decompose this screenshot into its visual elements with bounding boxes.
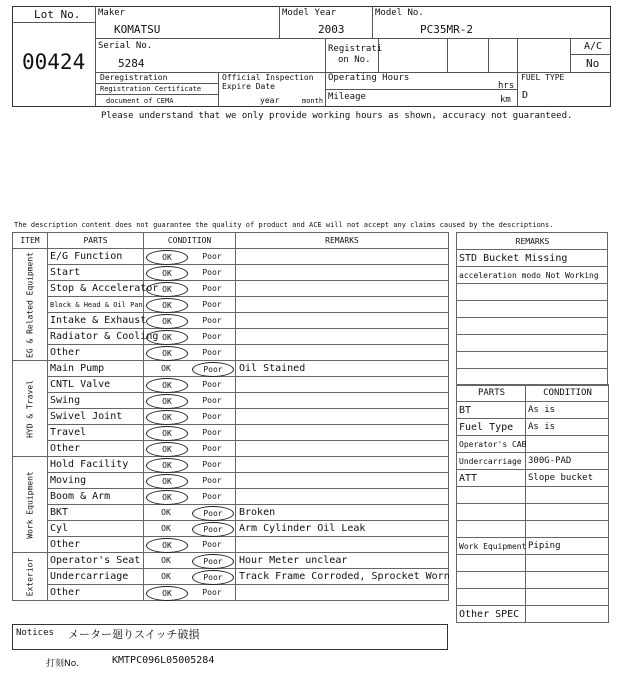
table-row [13,489,449,505]
side-part-condition: Piping [526,538,609,555]
side-remark-line: acceleration modo Not Working [457,267,608,284]
side-remark-line [457,335,608,352]
poor-option: Poor [192,506,234,521]
part-name: Moving [48,473,144,489]
remark-cell: Oil Stained [236,361,449,377]
ok-option: OK [146,282,188,297]
table-row [13,521,449,537]
ok-option: OK [146,298,188,313]
side-part-name: BT [457,402,526,419]
side-parts-row [457,436,609,453]
side-remark-row [457,301,608,318]
condition-cell [144,473,236,489]
condition-cell [144,249,236,265]
deregistration-label: Deregistration [100,73,168,82]
ok-option: OK [161,556,171,565]
side-part-condition [526,606,609,623]
side-parts-row [457,470,609,487]
side-part-name [457,487,526,504]
side-part-condition: 300G-PAD [526,453,609,470]
poor-option: Poor [202,252,222,261]
condition-cell [144,425,236,441]
remark-cell [236,473,449,489]
side-parts-row [457,606,609,623]
condition-cell [144,329,236,345]
side-remark-row [457,335,608,352]
part-name: Hold Facility [48,457,144,473]
part-name: Undercarriage [48,569,144,585]
model-no-value: PC35MR-2 [420,23,473,36]
condition-cell [144,297,236,313]
cema-label: document of CEMA [106,97,174,105]
side-parts-row [457,589,609,606]
table-row [13,585,449,601]
category-label: HYD & Travel [25,379,35,438]
ok-option: OK [146,314,188,329]
table-row [13,377,449,393]
poor-option: Poor [202,444,222,453]
ok-option: OK [146,474,188,489]
table-row [13,569,449,585]
category-label: Exterior [25,557,35,596]
table-row [13,361,449,377]
condition-cell [144,409,236,425]
model-no-label: Model No. [375,8,424,18]
side-parts-row [457,402,609,419]
maker-label: Maker [98,8,126,18]
side-remark-line [457,284,608,301]
condition-cell [144,505,236,521]
side-part-name [457,521,526,538]
table-row [13,249,449,265]
month-label: month [302,97,324,105]
ac-value: No [586,57,600,70]
serial-label: Serial No. [98,41,153,51]
remark-cell: Hour Meter unclear [236,553,449,569]
table-row [13,457,449,473]
km-label: km [500,95,511,105]
side-parts-row [457,555,609,572]
remark-cell [236,425,449,441]
remark-cell [236,345,449,361]
lot-divider [95,6,96,107]
side-remarks-table [456,232,608,386]
ok-option: OK [161,508,171,517]
remark-cell [236,489,449,505]
year-label: year [260,96,280,105]
poor-option: Poor [192,522,234,537]
category-cell [13,457,48,553]
poor-option: Poor [202,300,222,309]
header-col-line-b [372,6,373,38]
side-remark-line [457,369,608,386]
part-name: Block & Head & Oil Pan [48,297,144,313]
remark-cell [236,377,449,393]
inspection-label-1: Official Inspection [222,73,314,82]
ok-option: OK [161,524,171,533]
part-name: Other [48,585,144,601]
table-row [13,441,449,457]
header-col-line-c [325,38,326,107]
col-parts-header: PARTS [48,233,144,249]
notices-value: メーター廻りスイッチ破損 [68,628,200,641]
part-name: Radiator & Cooling [48,329,144,345]
hours-note: Please understand that we only provide working hours as shown, accuracy not guaranteed. [101,111,573,121]
table-row [13,297,449,313]
condition-cell [144,377,236,393]
side-part-name [457,572,526,589]
part-name: CNTL Valve [48,377,144,393]
condition-cell [144,265,236,281]
remark-cell: Arm Cylinder Oil Leak [236,521,449,537]
side-part-name [457,504,526,521]
condition-cell [144,393,236,409]
notices-label: Notices [16,628,54,638]
poor-option: Poor [202,460,222,469]
remark-cell [236,537,449,553]
poor-option: Poor [202,316,222,325]
ok-option: OK [146,266,188,281]
condition-cell [144,553,236,569]
part-name: Other [48,345,144,361]
ok-option: OK [146,426,188,441]
side-parts-row [457,572,609,589]
header-col-line-g [517,38,518,107]
header-col-line-h [570,38,571,72]
ac-label: A/C [584,41,603,52]
ac-mid-line [570,54,611,55]
model-year-value: 2003 [318,23,345,36]
ok-option: OK [146,410,188,425]
side-remark-row [457,284,608,301]
registration-label-1: Registrati [328,44,383,54]
part-name: Main Pump [48,361,144,377]
table-row [13,393,449,409]
dereg-line-1 [95,83,218,84]
model-year-label: Model Year [282,8,337,18]
table-row [13,313,449,329]
ok-option: OK [146,458,188,473]
poor-option: Poor [192,554,234,569]
side-part-condition: Slope bucket [526,470,609,487]
side-part-condition: As is [526,419,609,436]
ok-option: OK [161,364,171,373]
ok-option: OK [146,490,188,505]
table-row [13,473,449,489]
table-row [13,505,449,521]
fuel-type-label: FUEL TYPE [521,73,565,82]
side-part-name: Other SPEC [457,606,526,623]
side-part-condition [526,555,609,572]
condition-cell [144,457,236,473]
remark-cell [236,265,449,281]
header-col-line-a [279,6,280,38]
lot-number: 00424 [22,50,86,74]
side-part-name: Work Equipment [457,538,526,555]
ok-option: OK [146,394,188,409]
side-part-condition [526,521,609,538]
remark-cell [236,585,449,601]
remark-cell [236,441,449,457]
condition-cell [144,521,236,537]
col-remarks-header: REMARKS [236,233,449,249]
side-condition-header: CONDITION [526,385,609,402]
ok-option: OK [146,586,188,601]
ok-option: OK [161,572,171,581]
table-row [13,553,449,569]
table-row [13,345,449,361]
part-name: Operator's Seat [48,553,144,569]
poor-option: Poor [192,570,234,585]
category-cell [13,361,48,457]
poor-option: Poor [202,412,222,421]
ok-option: OK [146,330,188,345]
side-part-name: ATT [457,470,526,487]
operating-hours-label: Operating Hours [328,73,410,83]
header-col-line-f [488,38,489,72]
side-part-name: Fuel Type [457,419,526,436]
condition-cell [144,361,236,377]
side-remark-row [457,369,608,386]
ok-option: OK [146,378,188,393]
category-cell [13,553,48,601]
hours-line [325,89,517,90]
table-row [13,409,449,425]
disclaimer: The description content does not guarantee the quality of product and ACE will not accept any claims caused by the descriptions. [14,221,554,229]
part-name: Travel [48,425,144,441]
condition-cell [144,345,236,361]
category-label: Work Equipment [25,470,35,539]
poor-option: Poor [202,476,222,485]
stamp-label: 打刻No. [46,659,79,669]
table-row [13,329,449,345]
ok-option: OK [146,250,188,265]
part-name: Swivel Joint [48,409,144,425]
side-part-condition [526,572,609,589]
side-part-condition [526,487,609,504]
side-remark-line [457,318,608,335]
header-row-line-1 [95,38,611,39]
side-part-condition [526,504,609,521]
mileage-label: Mileage [328,92,366,102]
side-remark-row [457,267,608,284]
remark-cell [236,393,449,409]
side-parts-header: PARTS [457,385,526,402]
poor-option: Poor [202,428,222,437]
side-parts-row [457,504,609,521]
table-row [13,425,449,441]
side-remark-line [457,301,608,318]
poor-option: Poor [202,284,222,293]
part-name: BKT [48,505,144,521]
lot-header-line [12,22,95,23]
condition-cell [144,489,236,505]
poor-option: Poor [202,396,222,405]
header-col-line-e [447,38,448,72]
condition-cell [144,281,236,297]
registration-certificate-label: Registration Certificate [100,85,202,93]
remark-cell [236,297,449,313]
side-parts-row [457,538,609,555]
poor-option: Poor [202,380,222,389]
maker-value: KOMATSU [114,23,161,36]
col-item-header: ITEM [13,233,48,249]
part-name: Other [48,537,144,553]
remark-cell: Broken [236,505,449,521]
poor-option: Poor [202,332,222,341]
condition-cell [144,313,236,329]
fuel-type-value: D [522,90,529,101]
col-condition-header: CONDITION [144,233,236,249]
side-part-name: Undercarriage [457,453,526,470]
side-parts-row [457,521,609,538]
side-remark-row [457,318,608,335]
lot-label: Lot No. [34,8,81,21]
part-name: Intake & Exhaust [48,313,144,329]
condition-cell [144,569,236,585]
stamp-value: KMTPC096L05005284 [112,655,215,666]
part-name: Start [48,265,144,281]
hrs-label: hrs [498,81,515,91]
side-part-name [457,555,526,572]
table-row [13,265,449,281]
ok-option: OK [146,442,188,457]
poor-option: Poor [202,492,222,501]
part-name: Boom & Arm [48,489,144,505]
category-cell [13,249,48,361]
side-part-name: Operator's CAB [457,436,526,453]
poor-option: Poor [202,540,222,549]
poor-option: Poor [202,268,222,277]
serial-value: 5284 [118,57,145,70]
remark-cell [236,249,449,265]
remark-cell [236,313,449,329]
part-name: Other [48,441,144,457]
side-part-name [457,589,526,606]
dereg-line-2 [95,94,218,95]
side-parts-row [457,419,609,436]
inspection-table [12,232,449,601]
category-label: EG & Related Equipment [25,251,35,358]
condition-cell [144,585,236,601]
side-remark-line: STD Bucket Missing [457,250,608,267]
remark-cell: Track Frame Corroded, Sprocket Worn [236,569,449,585]
inspection-label-2: Expire Date [222,82,275,91]
side-remark-row [457,352,608,369]
part-name: Cyl [48,521,144,537]
side-part-condition [526,589,609,606]
side-remark-row [457,250,608,267]
poor-option: Poor [202,588,222,597]
side-parts-row [457,453,609,470]
poor-option: Poor [202,348,222,357]
header-col-line-i [218,72,219,107]
side-remark-line [457,352,608,369]
side-remarks-header: REMARKS [457,233,608,250]
poor-option: Poor [192,362,234,377]
part-name: Swing [48,393,144,409]
remark-cell [236,329,449,345]
part-name: E/G Function [48,249,144,265]
condition-cell [144,537,236,553]
remark-cell [236,457,449,473]
part-name: Stop & Accelerator [48,281,144,297]
side-part-condition: As is [526,402,609,419]
table-row [13,537,449,553]
remark-cell [236,281,449,297]
side-part-condition [526,436,609,453]
side-parts-table [456,384,609,623]
registration-label-2: on No. [338,55,371,65]
condition-cell [144,441,236,457]
table-row [13,281,449,297]
ok-option: OK [146,538,188,553]
side-parts-row [457,487,609,504]
remark-cell [236,409,449,425]
ok-option: OK [146,346,188,361]
